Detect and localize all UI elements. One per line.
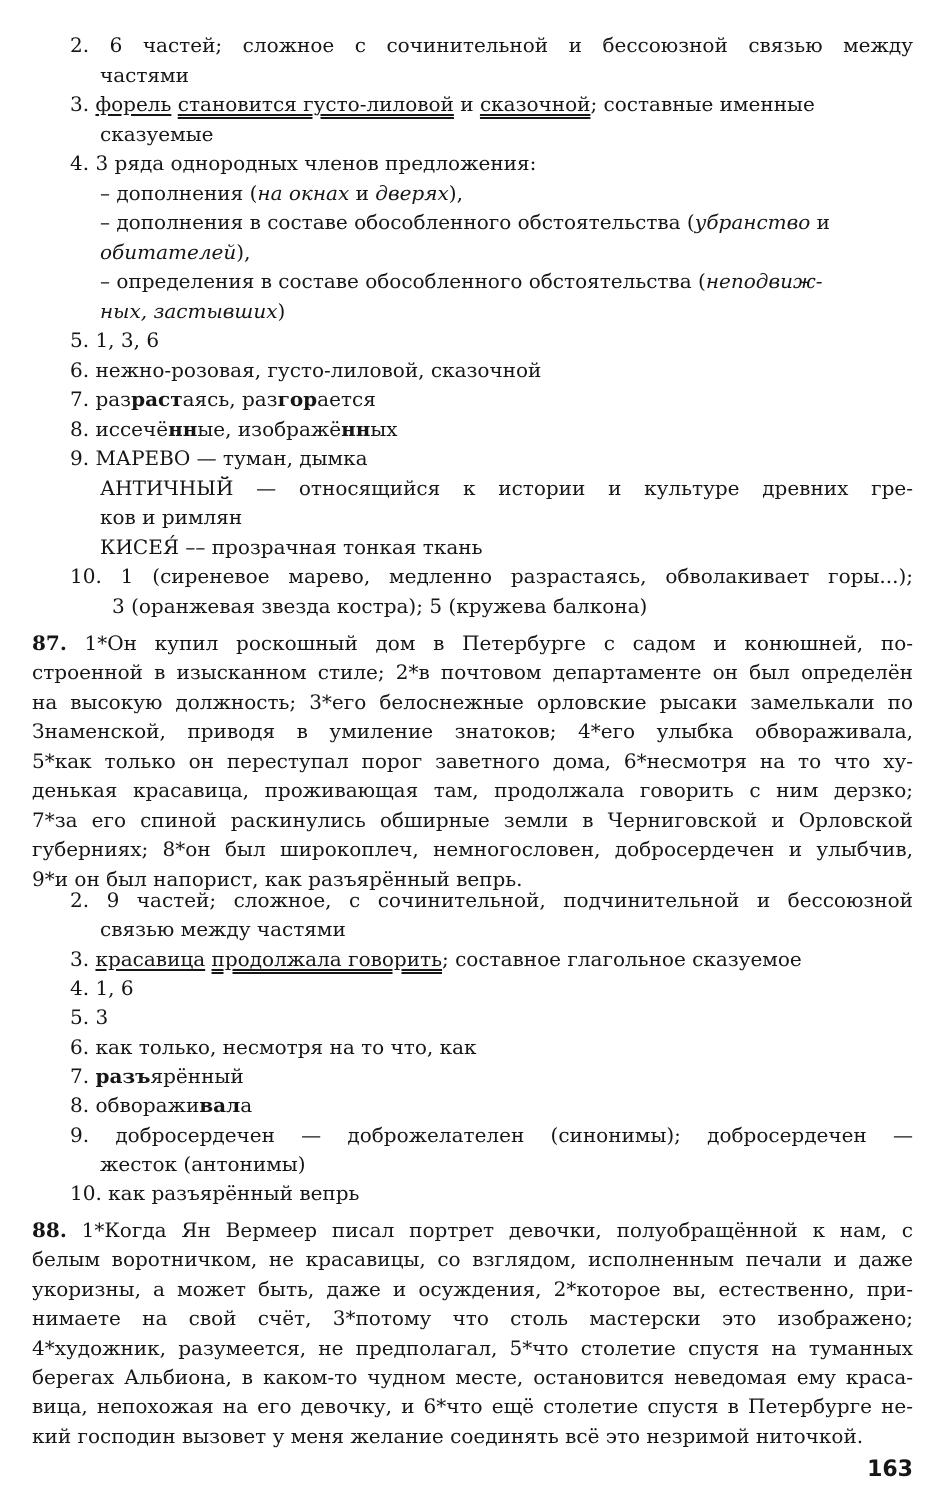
exercise-text-line: 9*и он был напорист, как разъярённый вепрь.: [32, 867, 523, 891]
answer-line: сказуемые: [100, 122, 214, 146]
answer-line: 10. как разъярённый вепрь: [70, 1181, 360, 1205]
answer-line: ных, застывших): [100, 299, 286, 323]
exercise-text-line: на высокую должность; 3*его белоснежные орловские рысаки замелькали по: [32, 690, 913, 714]
subject-underlined: красавица: [95, 947, 206, 971]
answer-line: 7. разрастаясь, разгорается: [70, 387, 376, 411]
exercise-text-line: строенной в изысканном стиле; 2*в почтовом департаменте он был определён: [32, 660, 913, 684]
answer-line: обитателей),: [100, 240, 251, 264]
answer-line: 5. 3: [70, 1005, 109, 1029]
answer-line: – дополнения (на окнах и дверях),: [100, 181, 463, 205]
exercise-text-line: нимаете на свой счёт, 3*потому что столь мастерски это изображено;: [32, 1306, 913, 1330]
answer-line: 2. 9 частей; сложное, с сочинительной, подчинительной и бессоюзной: [70, 888, 913, 912]
exercise-number: 88.: [32, 1218, 67, 1242]
exercise-87-text: 87. 1*Он купил роскошный дом в Петербурге с садом и конюшней, по-: [32, 631, 913, 655]
answer-line: 7. разъярённый: [70, 1064, 244, 1088]
answer-line: АНТИЧНЫЙ — относящийся к истории и культуре древних гре-: [100, 476, 913, 500]
answer-line: 5. 1, 3, 6: [70, 328, 160, 352]
predicate-underlined: становится густо-лиловой: [177, 92, 454, 116]
answer-line: 9. добросердечен — доброжелателен (синонимы); добросердечен —: [70, 1123, 913, 1147]
exercise-text-line: денькая красавица, проживающая там, продолжала говорить с ним дерзко;: [32, 778, 913, 802]
predicate-underlined: сказочной: [479, 92, 591, 116]
answer-line: 2. 6 частей; сложное с сочинительной и бессоюзной связью между: [70, 33, 913, 57]
predicate-underlined: продолжала говорить: [211, 947, 442, 971]
answer-line: 8. иссечённые, изображённых: [70, 417, 398, 441]
answer-line: – определения в составе обособленного обстоятельства (неподвиж-: [100, 269, 823, 293]
page-number: 163: [867, 1457, 913, 1482]
answer-line: 9. МАРЕВО — туман, дымка: [70, 446, 368, 470]
answer-line: 6. нежно-розовая, густо-лиловой, сказочной: [70, 358, 542, 382]
subject-underlined: форель: [95, 92, 172, 116]
answer-line: жесток (антонимы): [100, 1152, 306, 1176]
exercise-text-line: 4*художник, разумеется, не предполагал, 5*что столетие спустя на туманных: [32, 1336, 913, 1360]
exercise-number: 87.: [32, 631, 67, 655]
exercise-text-line: 7*за его спиной раскинулись обширные земли в Черниговской и Орловской: [32, 808, 913, 832]
answer-line: – дополнения в составе обособленного обстоятельства (убранство и: [100, 210, 830, 234]
exercise-88-text: 88. 1*Когда Ян Вермеер писал портрет девочки, полуобращённой к нам, с: [32, 1218, 913, 1242]
exercise-text-line: укоризны, а может быть, даже и осуждения, 2*которое вы, естественно, при-: [32, 1277, 913, 1301]
exercise-text-line: вица, непохожая на его девочку, и 6*что ещё столетие спустя в Петербурге не-: [32, 1394, 913, 1418]
answer-line: частями: [100, 63, 189, 87]
exercise-text-line: губерниях; 8*он был широкоплеч, немногословен, добросердечен и улыбчив,: [32, 837, 913, 861]
answer-line: 10. 1 (сиреневое марево, медленно разрастаясь, обволакивает горы...);: [70, 564, 913, 588]
answer-line: 4. 1, 6: [70, 976, 134, 1000]
answer-line: 6. как только, несмотря на то что, как: [70, 1035, 477, 1059]
answer-line: 8. обвораживала: [70, 1093, 253, 1117]
answer-line-3: 3. красавица продолжала говорить; составное глагольное сказуемое: [70, 947, 802, 971]
answer-line: связью между частями: [100, 917, 346, 941]
answer-line: ков и римлян: [100, 505, 243, 529]
answer-line: 4. 3 ряда однородных членов предложения:: [70, 151, 537, 175]
exercise-text-line: белым воротничком, не красавицы, со взглядом, исполненным печали и даже: [32, 1247, 913, 1271]
exercise-text-line: берегах Альбиона, в каком-то чудном месте, остановится неведомая ему краса-: [32, 1365, 913, 1389]
answer-line: КИСЕЯ́ –– прозрачная тонкая ткань: [100, 535, 483, 559]
answer-line: 3 (оранжевая звезда костра); 5 (кружева балкона): [112, 594, 648, 618]
answer-line-3: 3. форель становится густо-лиловой и сказочной; составные именные: [70, 92, 815, 116]
exercise-text-line: Знаменской, приводя в умиление знатоков; 4*его улыбка обвораживала,: [32, 719, 913, 743]
exercise-text-line: 5*как только он переступал порог заветного дома, 6*несмотря на то что ху-: [32, 749, 913, 773]
exercise-text-line: кий господин вызовет у меня желание соединять всё это незримой ниточкой.: [32, 1424, 864, 1448]
